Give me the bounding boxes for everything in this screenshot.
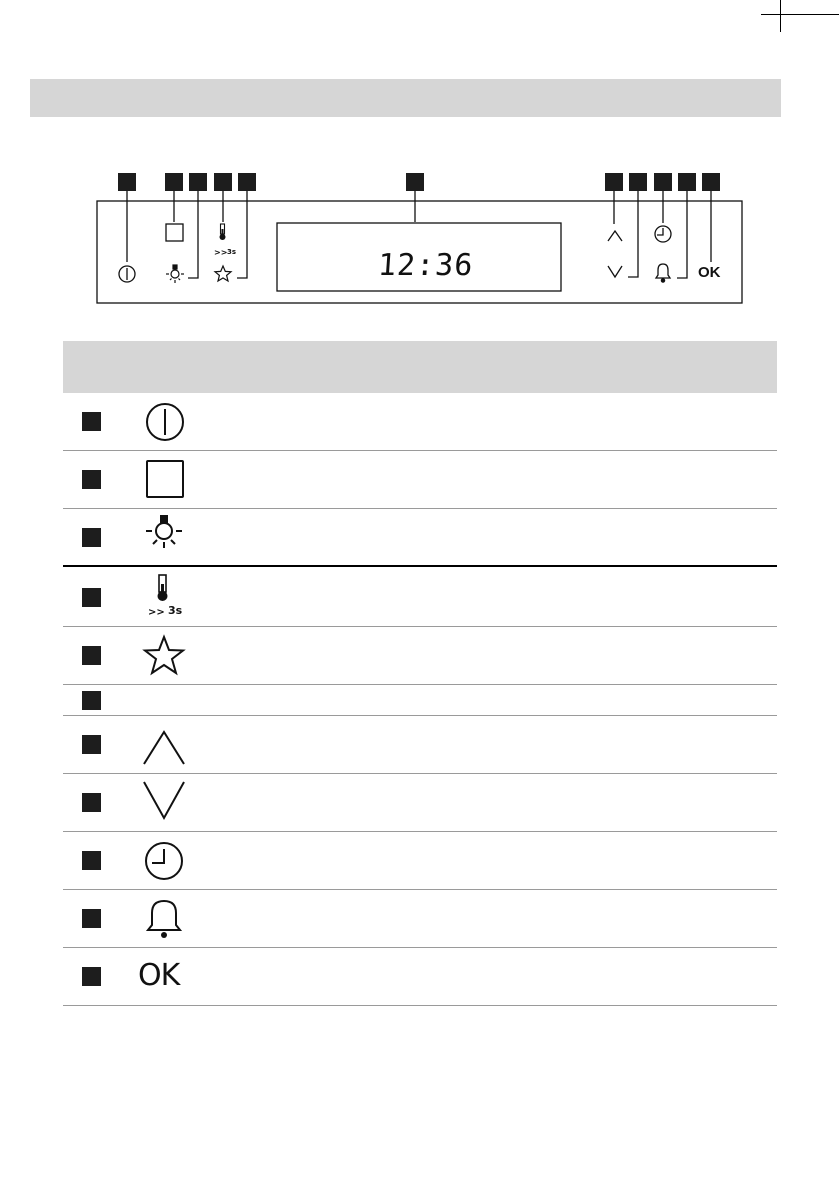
power-icon xyxy=(139,397,187,445)
bell-icon xyxy=(656,264,670,282)
row-number-marker xyxy=(82,909,101,928)
power-icon xyxy=(119,266,135,282)
ok-label: OK xyxy=(138,958,180,993)
lamp-icon xyxy=(139,511,189,561)
down-arrow-icon xyxy=(139,778,189,828)
section-header-bar xyxy=(30,79,781,117)
table-row xyxy=(63,716,777,774)
thermometer-fast-heat-icon xyxy=(214,224,227,257)
table-row xyxy=(63,627,777,685)
table-row xyxy=(63,890,777,948)
row-number-marker xyxy=(82,967,101,986)
fast-heat-label: 3s xyxy=(168,604,183,617)
lamp-icon xyxy=(166,265,184,283)
row-number-marker xyxy=(82,735,101,754)
function-square-icon xyxy=(166,224,183,241)
panel-ok-label: OK xyxy=(698,264,721,281)
row-number-marker xyxy=(82,691,101,710)
row-number-marker xyxy=(82,470,101,489)
display-time: 12:36 xyxy=(376,248,475,283)
table-row xyxy=(63,948,777,1006)
star-icon xyxy=(139,631,189,681)
table-row xyxy=(63,774,777,832)
table-row xyxy=(63,509,777,567)
up-arrow-icon xyxy=(608,231,622,241)
row-number-marker xyxy=(82,412,101,431)
up-arrow-icon xyxy=(139,720,189,770)
svg-text:>>: >> xyxy=(148,607,165,618)
function-square-icon xyxy=(139,456,187,504)
row-number-marker xyxy=(82,793,101,812)
clock-icon xyxy=(139,836,189,886)
row-number-marker xyxy=(82,851,101,870)
table-row xyxy=(63,451,777,509)
bell-icon xyxy=(139,893,189,943)
crop-mark-horizontal xyxy=(761,14,839,15)
crop-mark-vertical xyxy=(780,0,781,32)
table-row xyxy=(63,393,777,451)
clock-icon xyxy=(655,226,671,242)
table-row xyxy=(63,567,777,627)
panel-drawing xyxy=(90,168,750,308)
fast-heat-label: 3s xyxy=(227,248,237,256)
star-favourite-icon xyxy=(215,266,231,281)
svg-text:>>: >> xyxy=(214,248,228,257)
table-row xyxy=(63,685,777,716)
table-header xyxy=(63,341,777,393)
row-number-marker xyxy=(82,646,101,665)
table-row xyxy=(63,832,777,890)
down-arrow-icon xyxy=(608,266,622,277)
row-number-marker xyxy=(82,528,101,547)
row-number-marker xyxy=(82,588,101,607)
